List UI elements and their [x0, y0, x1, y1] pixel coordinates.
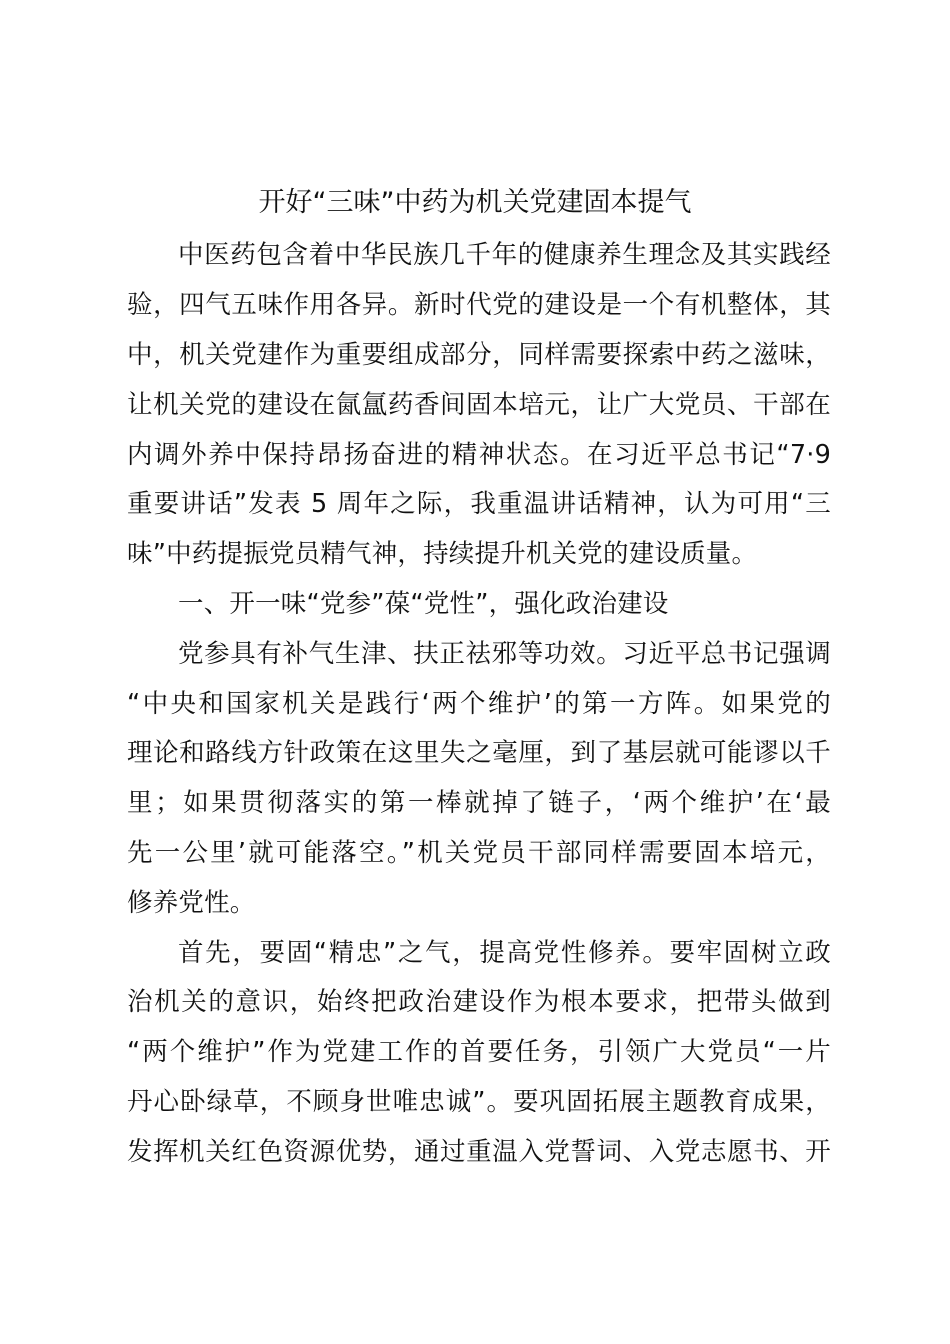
- paragraph-line: 验，四气五味作用各异。新时代党的建设是一个有机整体，其: [127, 290, 831, 320]
- paragraph-line: 中，机关党建作为重要组成部分，同样需要探索中药之滋味，: [127, 340, 831, 370]
- document-title: 开好“三味”中药为机关党建固本提气: [258, 187, 692, 218]
- section-heading: 一、开一味“党参”葆“党性”，强化政治建设: [178, 589, 669, 619]
- paragraph-line: 丹心卧绿草，不顾身世唯忠诚”。要巩固拓展主题教育成果，: [127, 1087, 831, 1117]
- paragraph-line: 里；如果贯彻落实的第一棒就掉了链子，‘两个维护’在‘最: [127, 788, 831, 818]
- paragraph-line: “中央和国家机关是践行‘两个维护’的第一方阵。如果党的: [127, 689, 831, 719]
- paragraph-line: 理论和路线方针政策在这里失之毫厘，到了基层就可能谬以千: [127, 738, 831, 768]
- paragraph-line: 首先，要固“精忠”之气，提高党性修养。要牢固树立政: [178, 938, 831, 968]
- paragraph-line: 重要讲话”发表 5 周年之际，我重温讲话精神，认为可用“三: [127, 489, 831, 519]
- paragraph-line: 治机关的意识，始终把政治建设作为根本要求，把带头做到: [127, 987, 831, 1017]
- paragraph-line: 修养党性。: [127, 888, 256, 918]
- paragraph-line: “两个维护”作为党建工作的首要任务，引领广大党员“一片: [127, 1037, 831, 1067]
- paragraph-line: 中医药包含着中华民族几千年的健康养生理念及其实践经: [178, 240, 831, 270]
- paragraph-line: 味”中药提振党员精气神，持续提升机关党的建设质量。: [127, 539, 758, 569]
- paragraph-line: 让机关党的建设在氤氲药香间固本培元，让广大党员、干部在: [127, 390, 831, 420]
- paragraph-line: 党参具有补气生津、扶正祛邪等功效。习近平总书记强调: [178, 639, 831, 669]
- paragraph-line: 发挥机关红色资源优势，通过重温入党誓词、入党志愿书、开: [127, 1137, 831, 1167]
- paragraph-line: 内调外养中保持昂扬奋进的精神状态。在习近平总书记“7·9: [127, 440, 831, 470]
- paragraph-line: 先一公里’就可能落空。”机关党员干部同样需要固本培元，: [127, 838, 831, 868]
